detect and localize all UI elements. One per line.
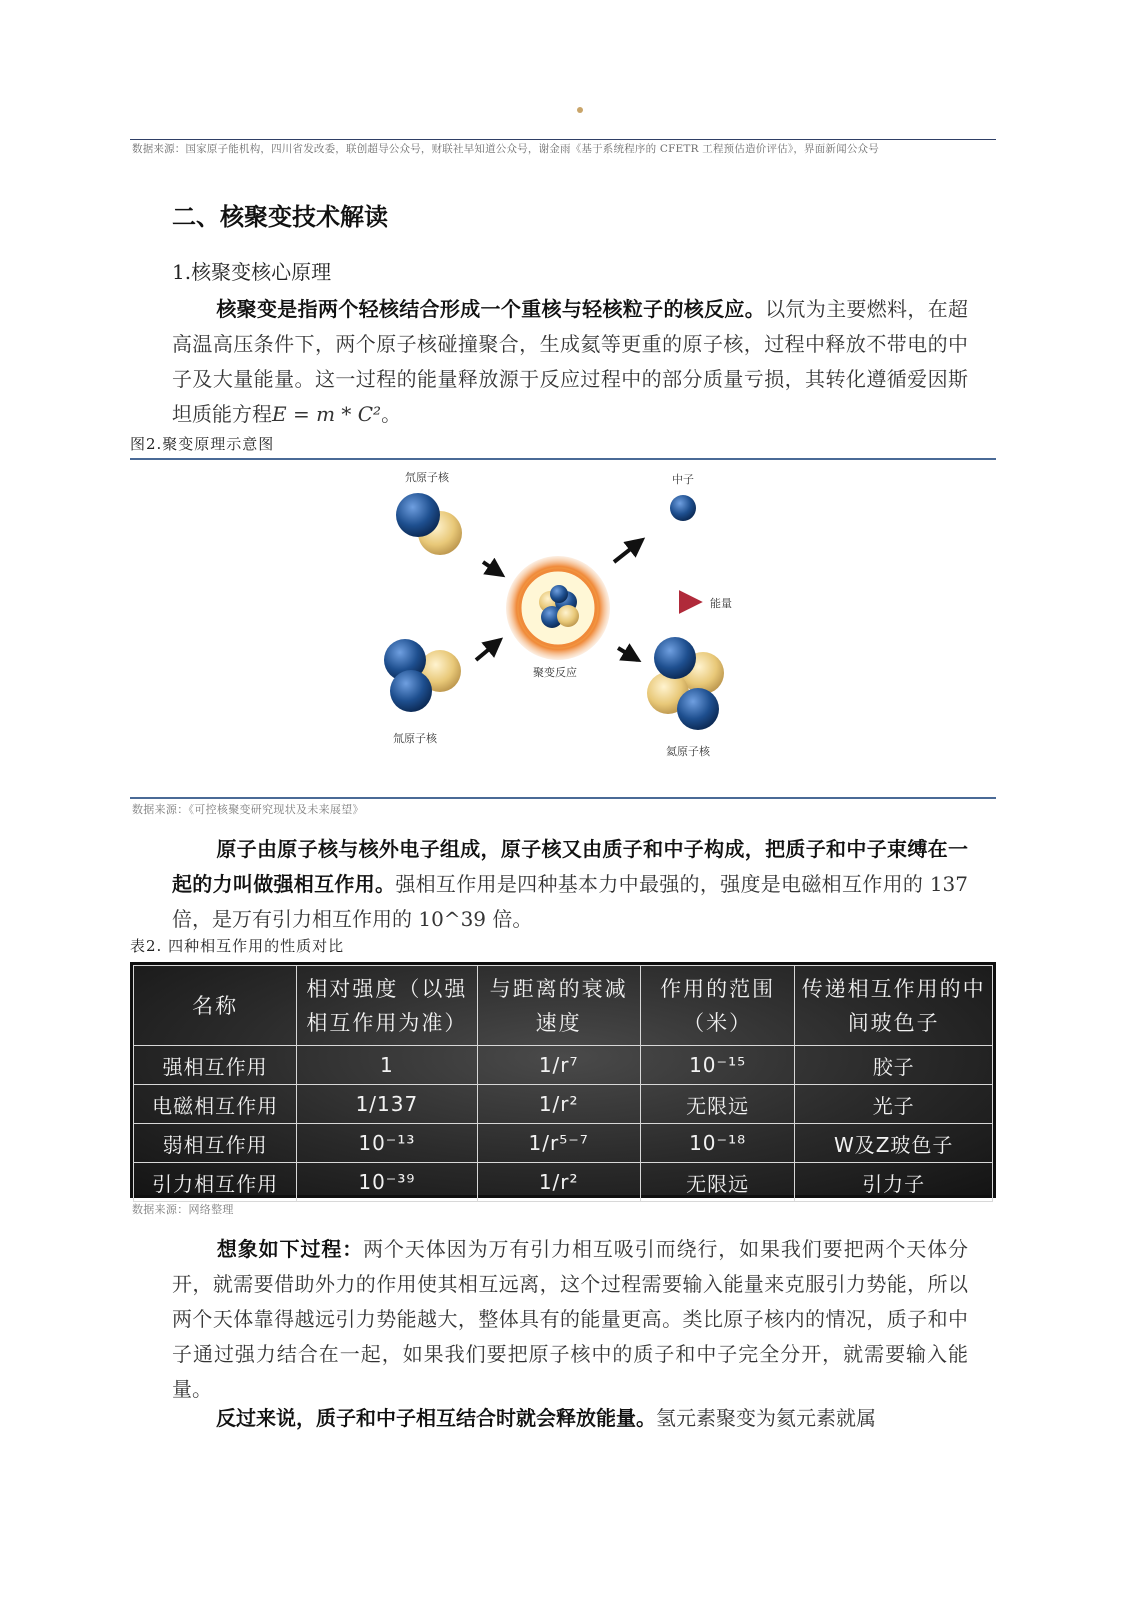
paragraph-analogy <box>172 1232 968 1407</box>
cell-range: 10⁻¹⁸ <box>640 1124 795 1163</box>
label-reaction: 聚变反应 <box>533 666 577 679</box>
table-row <box>134 1046 993 1085</box>
cell-boson: W及Z玻色子 <box>795 1124 993 1163</box>
cell-strength: 1 <box>297 1046 477 1085</box>
table-row <box>134 1085 993 1124</box>
paragraph-bold-lead: 想象如下过程： <box>216 1237 364 1261</box>
arrow-helium-out <box>618 648 638 660</box>
paragraph-strong-force <box>172 832 968 937</box>
top-source-note: 数据来源：国家原子能机构，四川省发改委，联创超导公众号，财联社早知道公众号，谢金雨《基于系统程序的 CFETR 工程预估造价评估》，界面新闻公众号 <box>132 143 879 155</box>
cell-name: 引力相互作用 <box>134 1163 297 1202</box>
paragraph-bold-lead: 反过来说，质子和中子相互结合时就会释放能量。 <box>216 1406 656 1430</box>
paragraph-bold-lead: 核聚变是指两个轻核结合形成一个重核与轻核粒子的核反应。 <box>216 297 766 321</box>
figure-top-rule <box>130 458 996 460</box>
figure-bottom-rule <box>130 797 996 799</box>
paragraph-energy-release <box>172 1401 968 1436</box>
paragraph-fusion-definition <box>172 292 968 432</box>
arrow-neutron-out <box>614 540 642 562</box>
label-neutron: 中子 <box>672 473 694 486</box>
cell-strength: 10⁻³⁹ <box>297 1163 477 1202</box>
label-deuterium: 氘原子核 <box>405 471 449 484</box>
table-source-note: 数据来源：网络整理 <box>132 1203 234 1216</box>
paragraph-text: 氢元素聚变为氦元素就属 <box>656 1406 876 1430</box>
header-rule <box>130 139 996 140</box>
mass-energy-formula: E = m * C² <box>272 402 382 426</box>
sub-heading: 1.核聚变核心原理 <box>172 260 332 284</box>
paragraph-end: 。 <box>381 402 402 426</box>
header-name: 名称 <box>134 966 297 1046</box>
paragraph-text: 以氘为主要燃料，在超高温高压条件下，两个原子核碰撞聚合，生成氦等更重的原子核，过程中释放不带电的中子及大量能量。这一过程的能量释放源于反应过程中的部分质量亏损，其转化遵循爱因斯坦质能方程 <box>172 297 969 426</box>
neutron-particle <box>670 495 696 521</box>
tritium-nucleus <box>384 639 461 712</box>
cell-decay: 1/r² <box>477 1085 640 1124</box>
figure-caption: 图2.聚变原理示意图 <box>130 435 275 453</box>
table-row <box>134 1163 993 1202</box>
header-range: 作用的范围（米） <box>640 966 795 1046</box>
cell-range: 10⁻¹⁵ <box>640 1046 795 1085</box>
cell-name: 电磁相互作用 <box>134 1085 297 1124</box>
paragraph-text: 两个天体因为万有引力相互吸引而绕行，如果我们要把两个天体分开，就需要借助外力的作用使其相互远离，这个过程需要输入能量来克服引力势能，所以两个天体靠得越远引力势能越大，整体具有的能量更高。类比原子核内的情况，质子和中子通过强力结合在一起，如果我们要把原子核中的质子和中子完全分开，就需要输入能量。 <box>172 1237 969 1401</box>
cell-range: 无限远 <box>640 1163 795 1202</box>
figure-source-note: 数据来源：《可控核聚变研究现状及未来展望》 <box>132 803 364 816</box>
cell-strength: 10⁻¹³ <box>297 1124 477 1163</box>
forces-comparison-table <box>130 962 996 1198</box>
cell-strength: 1/137 <box>297 1085 477 1124</box>
section-heading: 二、核聚变技术解读 <box>172 203 388 231</box>
cell-name: 弱相互作用 <box>134 1124 297 1163</box>
cell-name: 强相互作用 <box>134 1046 297 1085</box>
cell-decay: 1/r² <box>477 1163 640 1202</box>
company-logo <box>540 82 600 138</box>
cell-boson: 引力子 <box>795 1163 993 1202</box>
cell-decay: 1/r⁵⁻⁷ <box>477 1124 640 1163</box>
header-boson: 传递相互作用的中间玻色子 <box>795 966 993 1046</box>
helium-nucleus <box>647 637 724 730</box>
arrow-tritium-in <box>476 640 500 660</box>
cell-range: 无限远 <box>640 1085 795 1124</box>
cell-decay: 1/r⁷ <box>477 1046 640 1085</box>
label-helium: 氦原子核 <box>666 745 710 758</box>
header-relative-strength: 相对强度（以强相互作用为准） <box>297 966 477 1046</box>
table-caption: 表2. 四种相互作用的性质对比 <box>130 937 345 955</box>
fusion-reaction-core <box>506 556 610 660</box>
cell-boson: 胶子 <box>795 1046 993 1085</box>
paragraph-bold-lead: 原子由原子核与核外电子组成，原子核又由质子和中子构成，把质子和中子束缚在一起的力叫做强相互作用。 <box>172 837 968 896</box>
fusion-diagram <box>380 468 780 798</box>
label-tritium: 氚原子核 <box>393 732 437 745</box>
table-row <box>134 1124 993 1163</box>
table-header-row <box>134 966 993 1046</box>
label-energy: 能量 <box>710 597 732 610</box>
header-decay-rate: 与距离的衰减速度 <box>477 966 640 1046</box>
arrow-deuterium-in <box>483 562 502 575</box>
paragraph-text: 强相互作用是四种基本力中最强的，强度是电磁相互作用的 137 倍，是万有引力相互作用的 10^39 倍。 <box>172 872 969 931</box>
cell-boson: 光子 <box>795 1085 993 1124</box>
deuterium-nucleus <box>396 493 462 555</box>
